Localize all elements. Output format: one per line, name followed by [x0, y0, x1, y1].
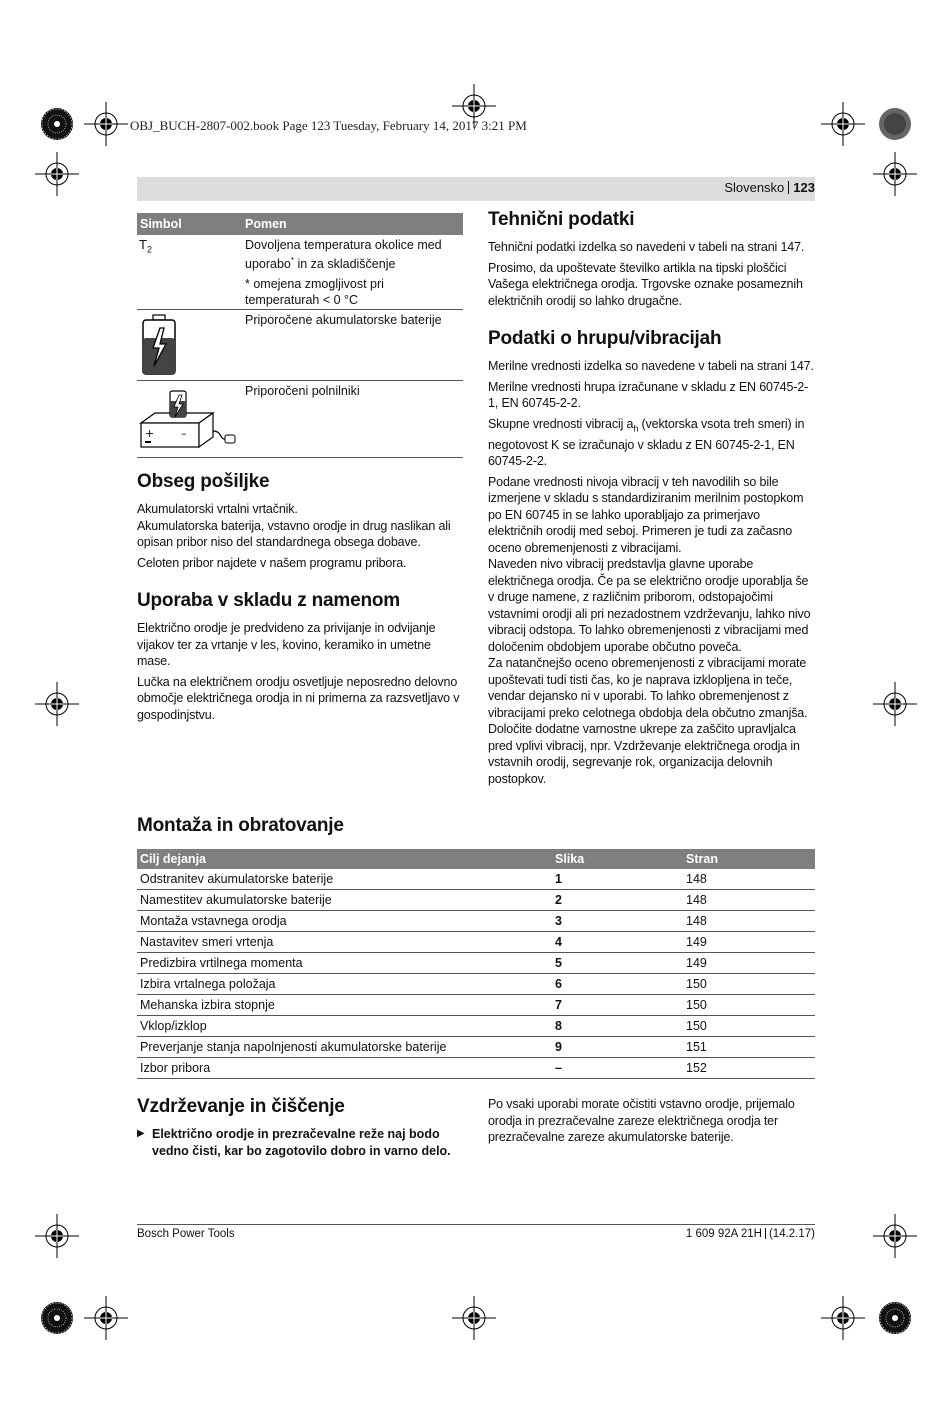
header-language: Slovensko [724, 180, 785, 195]
paragraph: Merilne vrednosti hrupa izračunane v skladu z EN 60745-2-1, EN 60745-2-2. [488, 379, 809, 410]
task-page: 150 [683, 995, 815, 1016]
task-page: 148 [683, 869, 815, 890]
table-row [137, 974, 815, 995]
paragraph: Tehnični podatki izdelka so navedeni v tabeli na strani 147. [488, 240, 805, 254]
symbol-row-charger [137, 381, 463, 458]
task-name: Odstranitev akumulatorske baterije [137, 869, 552, 890]
registration-mark-icon [84, 1296, 128, 1340]
registration-mark-icon [821, 1296, 865, 1340]
task-page: 148 [683, 911, 815, 932]
paragraph: Akumulatorska baterija, vstavno orodje in drug naslikan ali opisan pribor niso del standardnega obsega dobave. [137, 518, 451, 549]
color-target-icon [879, 108, 911, 140]
table-row [137, 995, 815, 1016]
svg-text:+: + [145, 427, 155, 440]
table-row [137, 911, 815, 932]
footer-rule [137, 1224, 815, 1225]
task-name: Montaža vstavnega orodja [137, 911, 552, 932]
page-header [724, 180, 815, 195]
section-title-vzdrzevanje: Vzdrževanje in čiščenje [137, 1096, 345, 1117]
symbol-col-header: Simbol [140, 217, 182, 231]
task-figure: 1 [552, 869, 683, 890]
task-table [137, 849, 815, 1079]
footer-publisher: Bosch Power Tools [137, 1228, 235, 1240]
paragraph: Skupne vrednosti vibracij $a_h$ (vektorska vsota treh smeri) in negotovost K se izračunajo v skladu z EN 60745-2-1, EN 60745-2-2. [488, 416, 805, 468]
registration-mark-icon [452, 1296, 496, 1340]
task-name: Nastavitev smeri vrtenja [137, 932, 552, 953]
section-title-montaza: Montaža in obratovanje [137, 815, 344, 836]
print-info-line: OBJ_BUCH-2807-002.book Page 123 Tuesday, February 14, 2017 3:21 PM [130, 118, 527, 133]
section-title-tehnicni: Tehnični podatki [488, 209, 635, 230]
task-page: 152 [683, 1058, 815, 1079]
symbol-row-battery [137, 310, 463, 381]
paragraph: Merilne vrednosti izdelka so navedene v tabeli na strani 147. [488, 359, 814, 373]
task-figure: 2 [552, 890, 683, 911]
battery-meaning: Priporočene akumulatorske baterije [245, 313, 442, 327]
task-name: Izbira vrtalnega položaja [137, 974, 552, 995]
task-name: Namestitev akumulatorske baterije [137, 890, 552, 911]
task-name: Mehanska izbira stopnje [137, 995, 552, 1016]
task-figure: 6 [552, 974, 683, 995]
registration-mark-icon [873, 1214, 917, 1258]
registration-mark-icon [873, 152, 917, 196]
section-title-obseg: Obseg pošiljke [137, 471, 270, 492]
task-figure: 5 [552, 953, 683, 974]
paragraph: Lučka na električnem orodju osvetljuje neposredno delovno območje električnega orodja in ni primerna za razsvetljavo v gospodinjstvu. [137, 674, 460, 722]
section-body-obseg [137, 501, 463, 575]
task-page: 151 [683, 1037, 815, 1058]
paragraph: Akumulatorski vrtalni vrtačnik. [137, 502, 298, 516]
table-row [137, 932, 815, 953]
svg-text:–: – [181, 427, 187, 440]
task-figure: 9 [552, 1037, 683, 1058]
task-figure: 4 [552, 932, 683, 953]
section-title-hrup: Podatki o hrupu/vibracijah [488, 328, 722, 349]
color-target-icon [41, 1302, 73, 1334]
charger-icon [139, 387, 239, 456]
task-figure: 7 [552, 995, 683, 1016]
symbol-table [137, 213, 463, 458]
registration-mark-icon [35, 682, 79, 726]
registration-mark-icon [821, 102, 865, 146]
header-band [137, 177, 815, 201]
page-col-header: Stran [683, 849, 815, 869]
color-target-icon [879, 1302, 911, 1334]
task-name: Vklop/izklop [137, 1016, 552, 1037]
symbol-table-header [137, 213, 463, 235]
task-page: 150 [683, 974, 815, 995]
bullet-arrow-icon: ▶ [137, 1128, 145, 1139]
task-name: Izbor pribora [137, 1058, 552, 1079]
task-name: Preverjanje stanja napolnjenosti akumulatorske baterije [137, 1037, 552, 1058]
safety-bullet [137, 1126, 463, 1159]
paragraph: Naveden nivo vibracij predstavlja glavne uporabe električnega orodja. Če pa se električno orodje uporablja še v druge namene, z različnim priborom, odstopajočimi vstavnimi orodji ali pri nezadostnem vzdrževanju, lahko nivo vibracij odstopa. To lahko obremenjenosti z vibracijami med določenim obdobjem uporabe občutno poveča. [488, 557, 811, 654]
task-page: 150 [683, 1016, 815, 1037]
task-figure: – [552, 1058, 683, 1079]
table-row [137, 1016, 815, 1037]
bullet-text: Električno orodje in prezračevalne reže naj bodo vedno čisti, kar bo zagotovilo dobro in varno delo. [152, 1127, 451, 1158]
task-table-header [137, 849, 815, 869]
figure-col-header: Slika [552, 849, 683, 869]
registration-mark-icon [35, 1214, 79, 1258]
color-target-icon [41, 108, 73, 140]
registration-mark-icon [35, 152, 79, 196]
section-body-hrup [488, 358, 815, 787]
table-row [137, 1058, 815, 1079]
paragraph: Podane vrednosti nivoja vibracij v teh navodilih so bile izmerjene v skladu s standardiziranim merilnim postopkom po EN 60745 in se lahko uporabljajo za primerjavo električnih orodij med seboj. Primeren je tudi za začasno oceno obremenjenosti z vibracijami. [488, 474, 804, 555]
section-body-vzdrzevanje [488, 1096, 815, 1150]
symbol-row-temperature [137, 235, 463, 310]
table-row [137, 953, 815, 974]
task-name: Predizbira vrtilnega momenta [137, 953, 552, 974]
task-page: 149 [683, 953, 815, 974]
table-row [137, 1037, 815, 1058]
table-row [137, 890, 815, 911]
footer-doc-id: 1 609 92A 21H (14.2.17) [685, 1228, 815, 1240]
paragraph: Celoten pribor najdete v našem programu pribora. [137, 555, 407, 570]
paragraph: Prosimo, da upoštevate številko artikla na tipski ploščici Vašega električnega orodja. Trgovske oznake posameznih električnih orodij so lahko drugačne. [488, 260, 803, 308]
paragraph: Po vsaki uporabi morate očistiti vstavno orodje, prijemalo orodja in prezračevalne zareze električnega orodja ter prezračevalne zareze akumulatorske baterije. [488, 1097, 795, 1144]
task-figure: 3 [552, 911, 683, 932]
registration-mark-icon [873, 682, 917, 726]
paragraph: Določite dodatne varnostne ukrepe za zaščito upravljalca pred vplivi vibracij, npr. Vzdrževanje električnega orodja in vstavnih orodij, segrevanje rok, organizacija delovnih postopkov. [488, 722, 800, 786]
section-body-uporaba [137, 620, 463, 727]
task-page: 149 [683, 932, 815, 953]
battery-icon [139, 314, 179, 381]
paragraph: Električno orodje je predvideno za privijanje in odvijanje vijakov ter za vrtanje v les, kovino, keramiko in umetne mase. [137, 621, 436, 668]
table-row [137, 869, 815, 890]
task-page: 148 [683, 890, 815, 911]
temperature-symbol: $T_2$ [139, 237, 152, 255]
charger-meaning: Priporočeni polnilniki [245, 384, 360, 398]
meaning-col-header: Pomen [245, 217, 287, 231]
registration-mark-icon [84, 102, 128, 146]
page-number: 123 [793, 180, 815, 195]
paragraph: Za natančnejšo oceno obremenjenosti z vibracijami morate upoštevati tudi tisti čas, ko je naprava izklopljena in teče, vendar dejansko ni v uporabi. To lahko obremenjenost z vibracijami preko celotnega obdobja dela občutno zmanjša. [488, 656, 808, 720]
section-title-uporaba: Uporaba v skladu z namenom [137, 590, 400, 611]
section-body-tehnicni [488, 239, 815, 313]
temperature-meaning: Dovoljena temperatura okolice med uporabo* in za skladiščenje * omejena zmogljivost pri temperaturah < 0 °C [245, 238, 442, 308]
goal-col-header: Cilj dejanja [137, 849, 552, 869]
task-figure: 8 [552, 1016, 683, 1037]
